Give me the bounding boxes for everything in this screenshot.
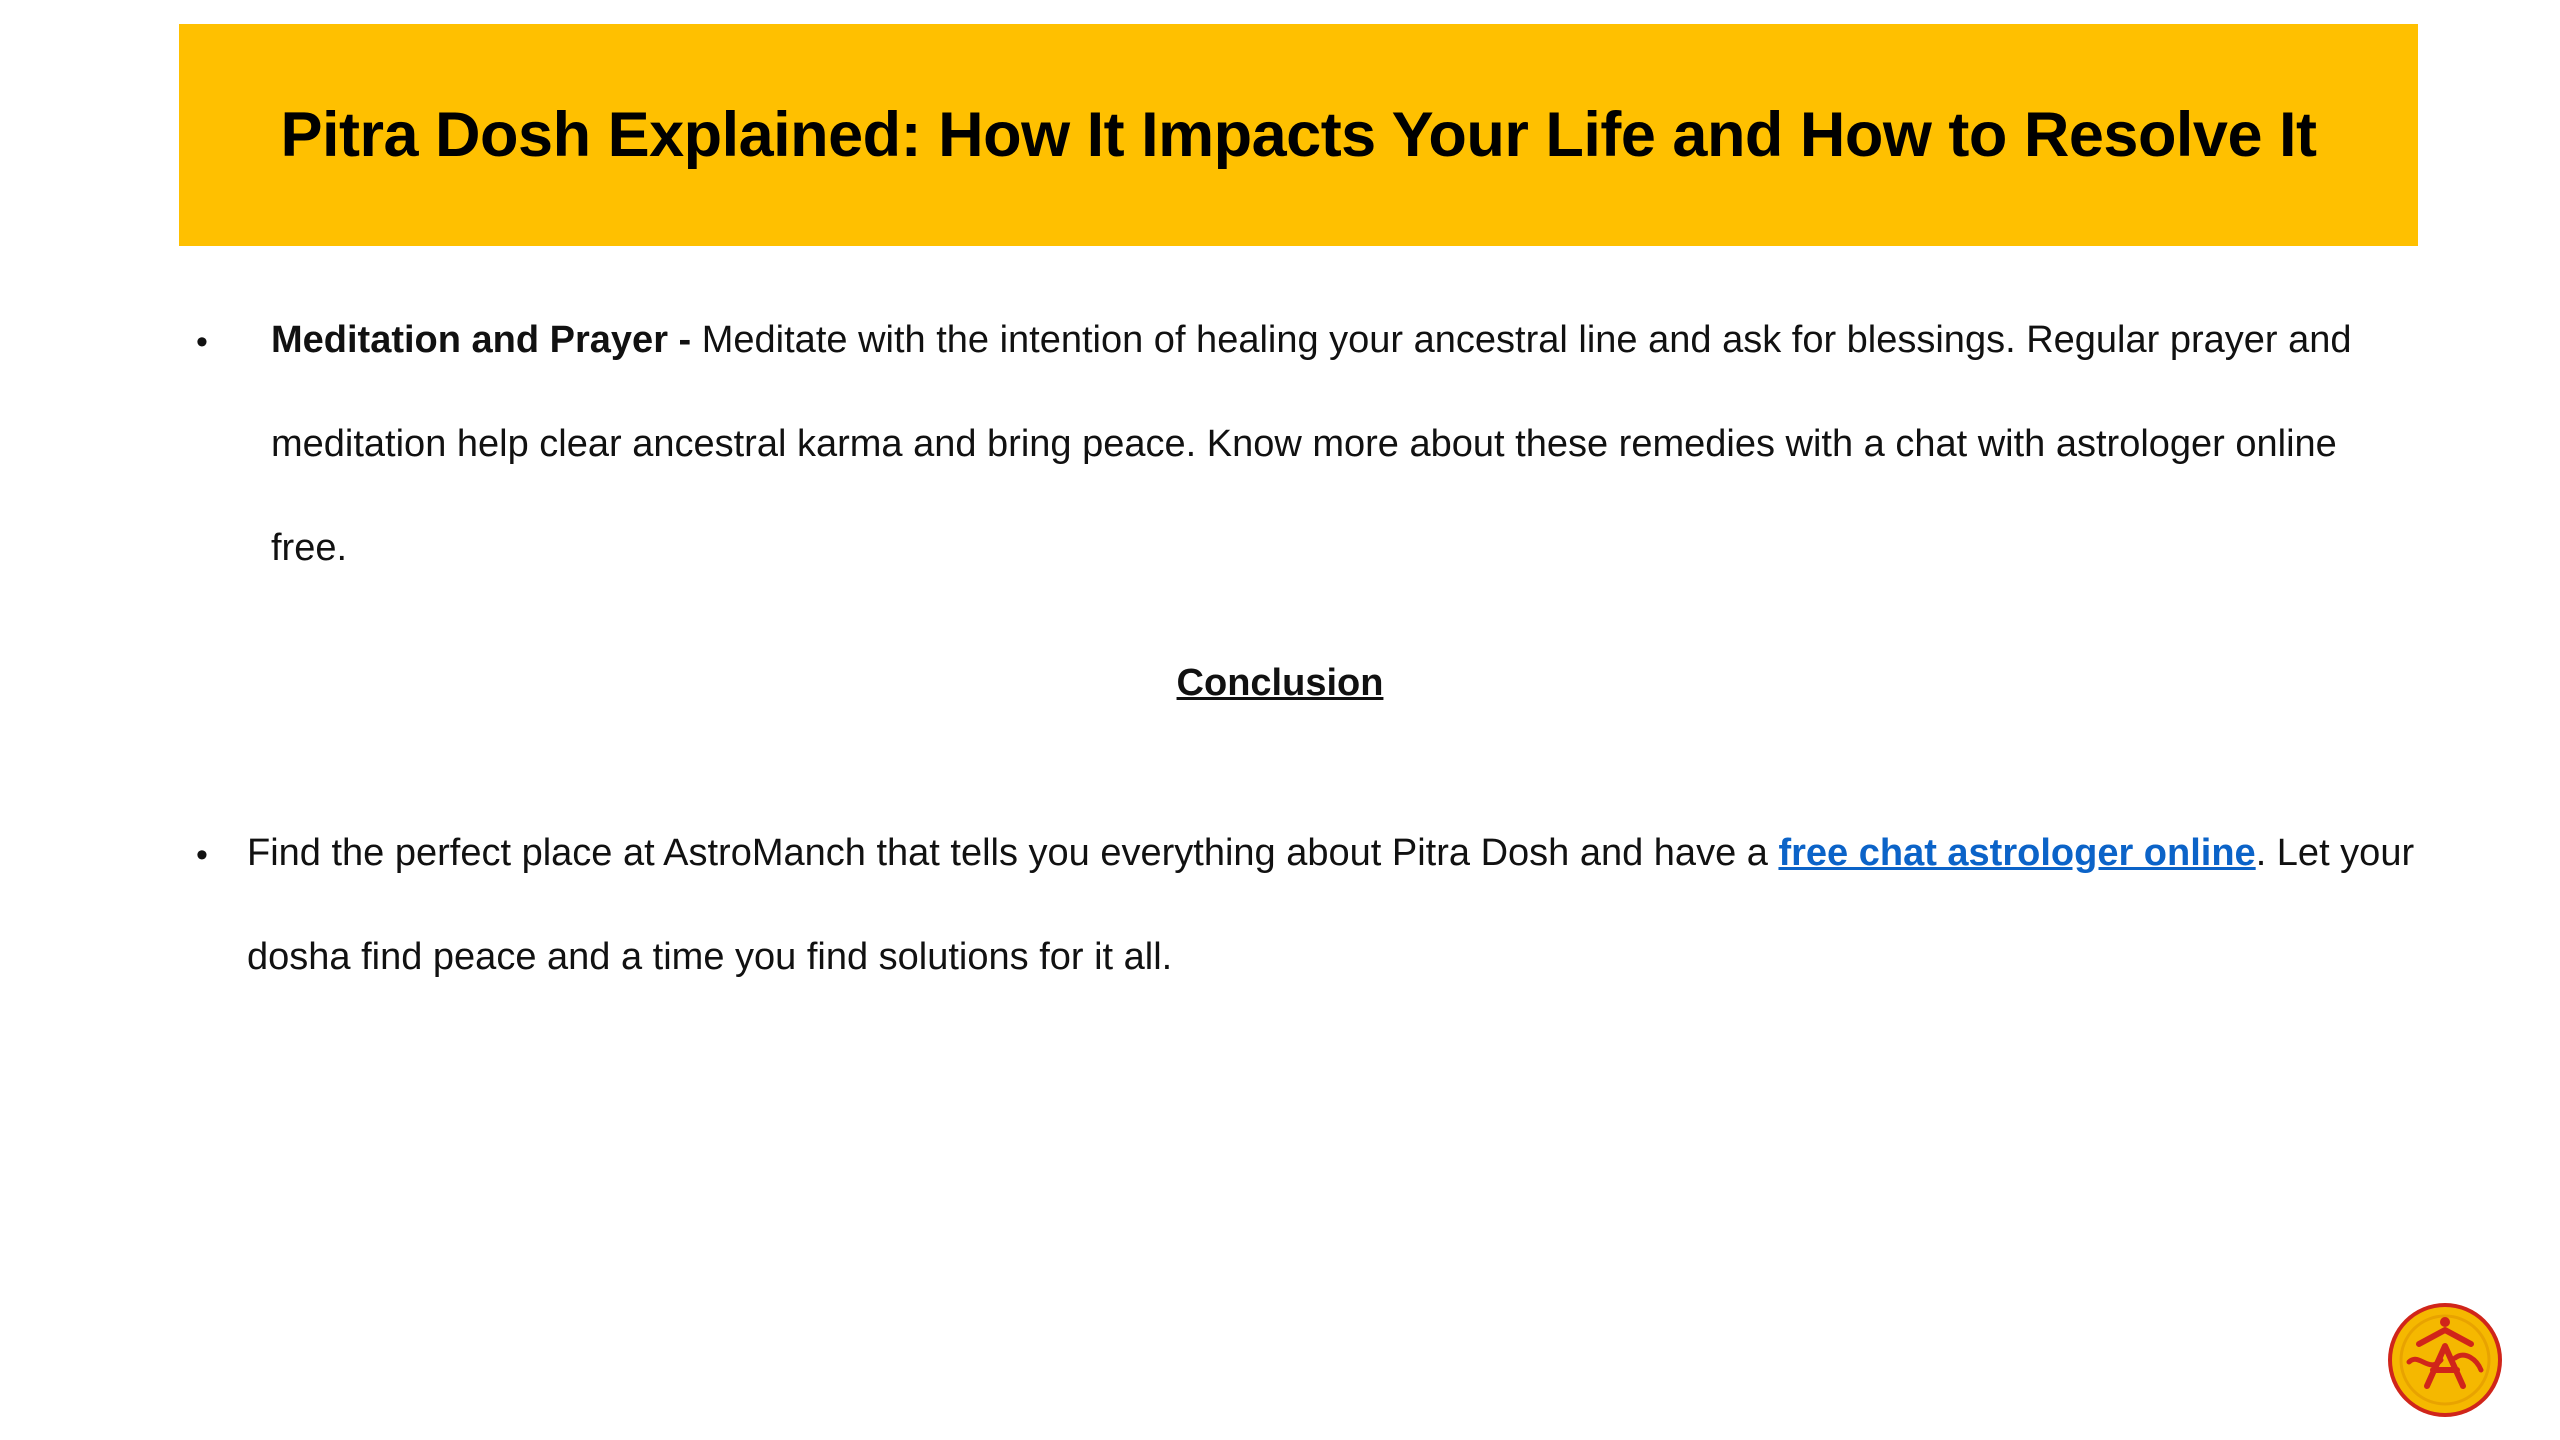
- bullet-lead-text: Meditation and Prayer -: [271, 319, 692, 361]
- bullet-marker: •: [196, 323, 208, 361]
- conclusion-heading: Conclusion: [1176, 662, 1384, 704]
- conclusion-text-after-link: . Let your dosha find peace and a time you find solutions for it all.: [247, 832, 2415, 978]
- bullet-body-text: Meditate with the intention of healing your ancestral line and ask for blessings. Regular prayer and meditation help clear ancestral karma and bring peace. Know more about these remedies with a chat with astrologer online free.: [271, 319, 2352, 569]
- astromanch-logo-icon: [2385, 1300, 2505, 1420]
- conclusion-text-before-link: Find the perfect place at AstroManch that tells you everything about Pitra Dosh and have a: [247, 832, 1779, 874]
- bullet-meditation-and-prayer: [271, 288, 2421, 600]
- bullet-conclusion: [247, 801, 2427, 1009]
- bullet-marker: •: [196, 836, 208, 874]
- slide-title: Pitra Dosh Explained: How It Impacts Your Life and How to Resolve It: [280, 100, 2317, 170]
- title-banner: [179, 24, 2418, 246]
- free-chat-astrologer-link[interactable]: free chat astrologer online: [1778, 832, 2256, 874]
